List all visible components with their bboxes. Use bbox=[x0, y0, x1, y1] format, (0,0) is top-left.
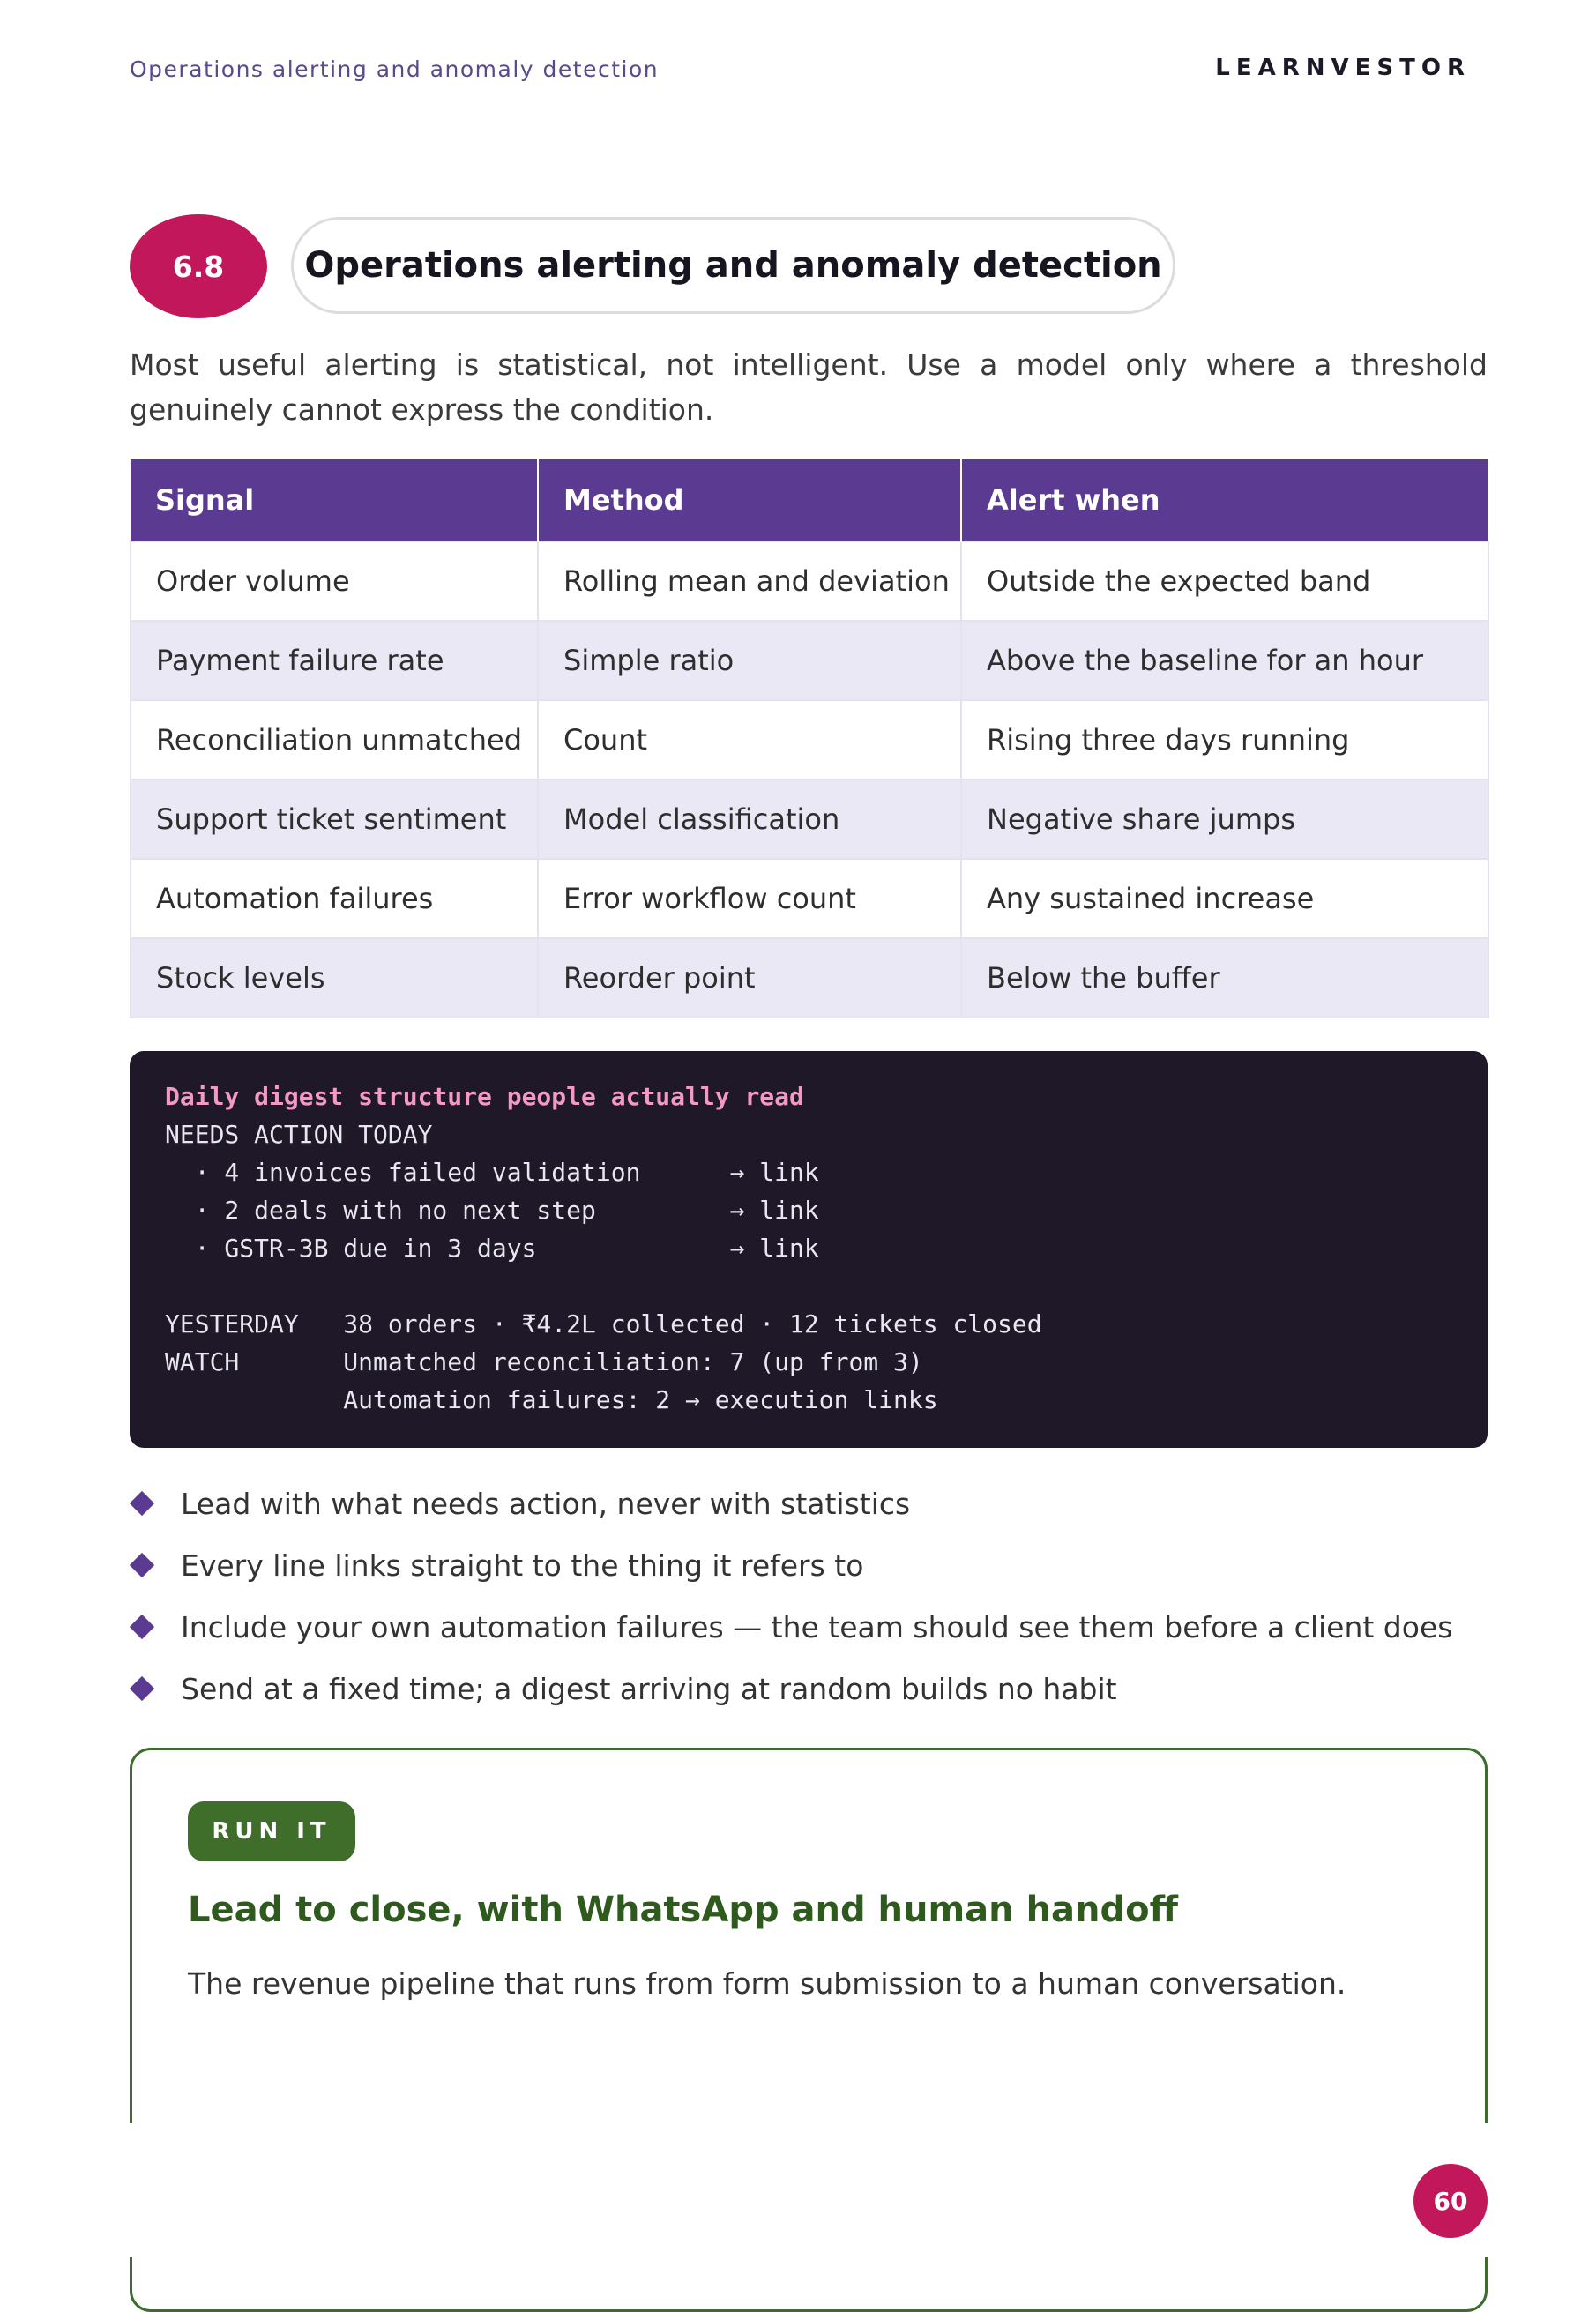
digest-line: NEEDS ACTION TODAY bbox=[165, 1120, 433, 1149]
table-cell-alert: Any sustained increase bbox=[961, 859, 1488, 938]
table-cell-method: Model classification bbox=[538, 779, 961, 859]
table-cell-method: Reorder point bbox=[538, 938, 961, 1018]
table-cell-method: Error workflow count bbox=[538, 859, 961, 938]
table-row bbox=[131, 621, 1488, 700]
diamond-bullet-icon bbox=[130, 1553, 154, 1577]
table-cell-method: Simple ratio bbox=[538, 621, 961, 700]
table-cell-signal: Support ticket sentiment bbox=[131, 779, 538, 859]
digest-line: · 4 invoices failed validation → link bbox=[165, 1158, 819, 1187]
column-header-signal: Signal bbox=[131, 459, 538, 541]
list-item-text: Send at a fixed time; a digest arriving at random builds no habit bbox=[181, 1671, 1117, 1706]
table-cell-method: Rolling mean and deviation bbox=[538, 541, 961, 621]
table-cell-alert: Above the baseline for an hour bbox=[961, 621, 1488, 700]
digest-line: Automation failures: 2 → execution links bbox=[165, 1385, 938, 1414]
list-item bbox=[130, 1658, 1505, 1719]
list-item-text: Lead with what needs action, never with statistics bbox=[181, 1486, 911, 1521]
list-item-text: Include your own automation failures — the team should see them before a client does bbox=[181, 1609, 1453, 1645]
section-title-text: Operations alerting and anomaly detection bbox=[304, 245, 1162, 286]
list-item bbox=[130, 1473, 1505, 1534]
diamond-bullet-icon bbox=[130, 1676, 154, 1701]
table-cell-alert: Negative share jumps bbox=[961, 779, 1488, 859]
table-row bbox=[131, 541, 1488, 621]
column-header-method: Method bbox=[538, 459, 961, 541]
digest-line: YESTERDAY 38 orders · ₹4.2L collected · 12 tickets closed bbox=[165, 1309, 1042, 1339]
digest-line bbox=[165, 1267, 1452, 1305]
brand-logo-text: LEARNVESTOR bbox=[1215, 55, 1471, 81]
digest-tips-list bbox=[130, 1473, 1505, 1719]
table-cell-method: Count bbox=[538, 700, 961, 779]
table-row bbox=[131, 938, 1488, 1018]
list-item bbox=[130, 1596, 1505, 1658]
table-cell-signal: Reconciliation unmatched bbox=[131, 700, 538, 779]
table-cell-alert: Rising three days running bbox=[961, 700, 1488, 779]
table-cell-signal: Order volume bbox=[131, 541, 538, 621]
table-row bbox=[131, 859, 1488, 938]
diamond-bullet-icon bbox=[130, 1615, 154, 1639]
daily-digest-code-block bbox=[130, 1051, 1488, 1448]
digest-line: · 2 deals with no next step → link bbox=[165, 1196, 819, 1225]
table-cell-alert: Outside the expected band bbox=[961, 541, 1488, 621]
run-it-badge: RUN IT bbox=[188, 1801, 355, 1861]
intro-paragraph: Most useful alerting is statistical, not intelligent. Use a model only where a threshold genuinely cannot express the condition. bbox=[130, 347, 1488, 427]
table-header-row bbox=[131, 459, 1488, 541]
signals-table bbox=[130, 459, 1489, 1018]
list-item-text: Every line links straight to the thing it refers to bbox=[181, 1548, 864, 1583]
table-cell-alert: Below the buffer bbox=[961, 938, 1488, 1018]
table-cell-signal: Stock levels bbox=[131, 938, 538, 1018]
table-row bbox=[131, 779, 1488, 859]
running-header-title: Operations alerting and anomaly detection bbox=[130, 56, 660, 82]
section-number-badge: 6.8 bbox=[130, 214, 267, 318]
diamond-bullet-icon bbox=[130, 1491, 154, 1516]
page-bottom-margin bbox=[0, 2123, 1596, 2257]
page-number-badge: 60 bbox=[1413, 2164, 1488, 2238]
digest-line: WATCH Unmatched reconciliation: 7 (up from 3) bbox=[165, 1347, 923, 1376]
list-item bbox=[130, 1534, 1505, 1596]
section-title bbox=[291, 217, 1175, 314]
run-it-title: Lead to close, with WhatsApp and human handoff bbox=[188, 1890, 1179, 1930]
table-cell-signal: Automation failures bbox=[131, 859, 538, 938]
digest-title: Daily digest structure people actually read bbox=[165, 1082, 804, 1111]
column-header-alert-when: Alert when bbox=[961, 459, 1488, 541]
table-row bbox=[131, 700, 1488, 779]
table-cell-signal: Payment failure rate bbox=[131, 621, 538, 700]
digest-line: · GSTR-3B due in 3 days → link bbox=[165, 1234, 819, 1263]
run-it-description: The revenue pipeline that runs from form submission to a human conversation. bbox=[188, 1966, 1346, 2001]
